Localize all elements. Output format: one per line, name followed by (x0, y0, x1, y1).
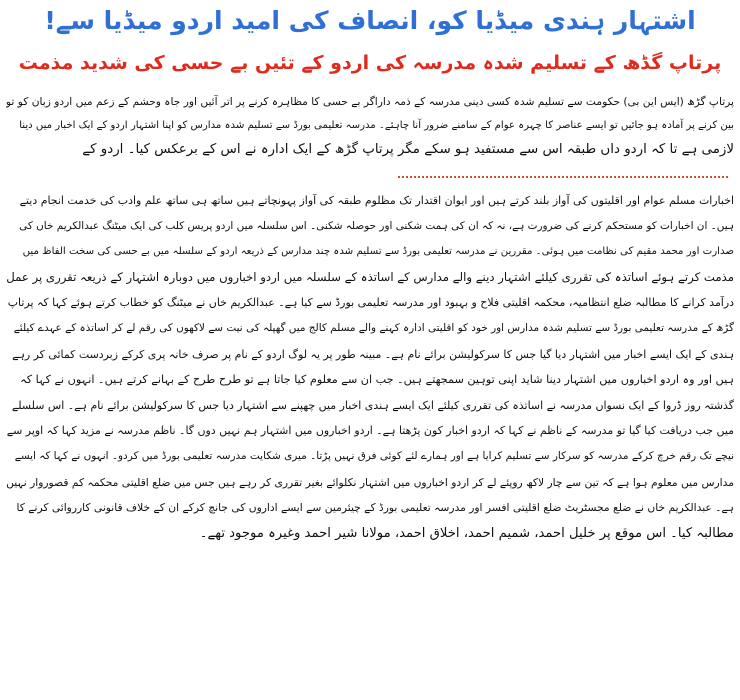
body-line: مذمت کرتے ہوئے اساتذہ کی تقرری کیلئے اشتہار دینے والے مدارس کے اساتذہ کے سلسلہ میں اردو اخباروں میں دوبارہ اشتہار کے ذریعہ تقرری پر عمل (6, 269, 734, 284)
body-paragraph (6, 188, 734, 546)
body-line: درآمد کرانے کا مطالبہ ضلع انتظامیہ، محکمہ اقلیتی فلاح و بہبود اور مدرسہ تعلیمی بورڈ سے کیا ہے۔ عبدالکریم خاں نے میٹنگ کو خطاب کرتے ہوئے کہا کہ پرتاپ (7, 296, 734, 310)
body-line: ہندی کے ایک ایسے اخبار میں اشتہار دیا گیا جس کا سرکولیشن برائے نام ہے۔ مبینہ طور پر یہ لوگ اردو کے نام پر صرف خانہ پری کرکے زبردست کمائی کر رہے (12, 347, 734, 361)
body-line: نیچے تک رقم خرچ کرکے مدرسہ کو سرکار سے تسلیم کرایا ہے اور ہمارے لئے کوئی فرق نہیں پڑتا۔ میری شکایت مدرسہ تعلیمی بورڈ میں کردو۔ انہوں نے کہا کہ ایسے (14, 449, 734, 462)
subheadline: پرتاپ گڈھ کے تسلیم شدہ مدرسہ کی اردو کے تئیں بے حسی کی شدید مذمت (18, 52, 722, 74)
intro-paragraph (6, 90, 734, 162)
body-line: ہیں۔ ان اخبارات کو مستحکم کرنے کی ضرورت ہے، نہ کہ ان کی ہمت شکنی اور حوصلہ شکنی۔ اس سلسلہ میں اردو پریس کلب کی ایک میٹنگ عبدالکریم خاں کی (19, 219, 734, 232)
body-line: مطالبہ کیا۔ اس موقع پر خلیل احمد، شمیم احمد، اخلاق احمد، مولانا شیر احمد وغیرہ موجود تھے۔ (199, 525, 734, 541)
body-line: میں جب دریافت کیا گیا تو مدرسہ کے ناظم نے کہا کہ اردو اخبار کون پڑھتا ہے۔ اردو اخباروں میں اشتہار ہم نہیں دوں گا۔ ناظم مدرسہ نے مزید کہا کہ اوپر سے (6, 424, 734, 438)
body-line: ہے۔ عبدالکریم خاں نے ضلع مجسٹریٹ ضلع اقلیتی افسر اور مدرسہ تعلیمی بورڈ کے چیئرمین سے ایسے اداروں کی جانچ کرکے ان کے خلاف قانونی کارروائی کرنے کا (16, 501, 734, 515)
body-line: گذشتہ روز ڈروا کے ایک نسواں مدرسہ نے اساتذہ کی تقرری کیلئے ایک ایسے ہندی اخبار میں چھپنے سے اشتہار دیا جس کا سرکولیشن برائے نام ہے۔ اس سلسلے (11, 398, 734, 412)
body-line: ہیں اور وہ اردو اخباروں میں اشتہار دینا شاید اپنی توہین سمجھتے ہیں۔ جب ان سے معلوم کیا جاتا ہے تو طرح طرح کے بہانے کرتے ہیں۔ انہوں نے کہا کہ (20, 373, 734, 387)
intro-line: لازمی ہے تا کہ اردو داں طبقہ اس سے مستفید ہو سکے مگر پرتاپ گڑھ کے ایک ادارہ نے اس کے برعکس کیا۔ اردو کے (82, 142, 734, 157)
intro-line: بین کرنے پر آمادہ ہو جائیں تو ایسے عناصر کا چہرہ عوام کے سامنے ضرور آنا چاہئے۔ مدرسہ تعلیمی بورڈ سے تسلیم شدہ مدارس کو اپنا اشتہار اردو کے ایک اخبار میں دینا (19, 120, 734, 131)
dotted-divider (398, 176, 728, 178)
body-line: صدارت اور محمد مقیم کی نظامت میں ہوئی۔ مقررین نے مدرسہ تعلیمی بورڈ سے تسلیم شدہ چند مدارس کے ذریعہ اردو کے سلسلہ میں بے حسی کی سخت الفاظ میں (22, 246, 734, 258)
headline: اشتہار ہندی میڈیا کو، انصاف کی امید اردو میڈیا سے! (44, 6, 696, 35)
intro-line: پرتاپ گڑھ (ایس این بی) حکومت سے تسلیم شدہ کسی دینی مدرسہ کے ذمہ داراگر بے حسی کا مظاہرہ کرنے پر اتر آئیں اور جاہ وحشم کے زعم میں اردو زبان کو تو (6, 95, 734, 108)
body-line: گڑھ کے مدرسہ تعلیمی بورڈ سے تسلیم شدہ مدارس اور خود کو اقلیتی ادارہ کہنے والے مسلم کالج میں گھپلہ کی نیت سے لاکھوں کی رقم لے کر اساتذہ کے عہدے کیلئے (13, 321, 734, 334)
body-line: مدارس میں معلوم ہوا ہے کہ تین سے چار لاکھ روپئے لے کر اردو اخباروں میں اشتہار نکلوائے بغیر تقرری کر رہے ہیں جس میں ضلع اقلیتی محکمہ کم قصوروار نہیں (6, 475, 734, 489)
body-line: اخبارات مسلم عوام اور اقلیتوں کی آواز بلند کرتے ہیں اور ایوان اقتدار تک مظلوم طبقہ کی آواز پہونچاتے ہیں ساتھ ہی ساتھ علم وادب کی خدمت انجام دیتے (19, 194, 734, 207)
